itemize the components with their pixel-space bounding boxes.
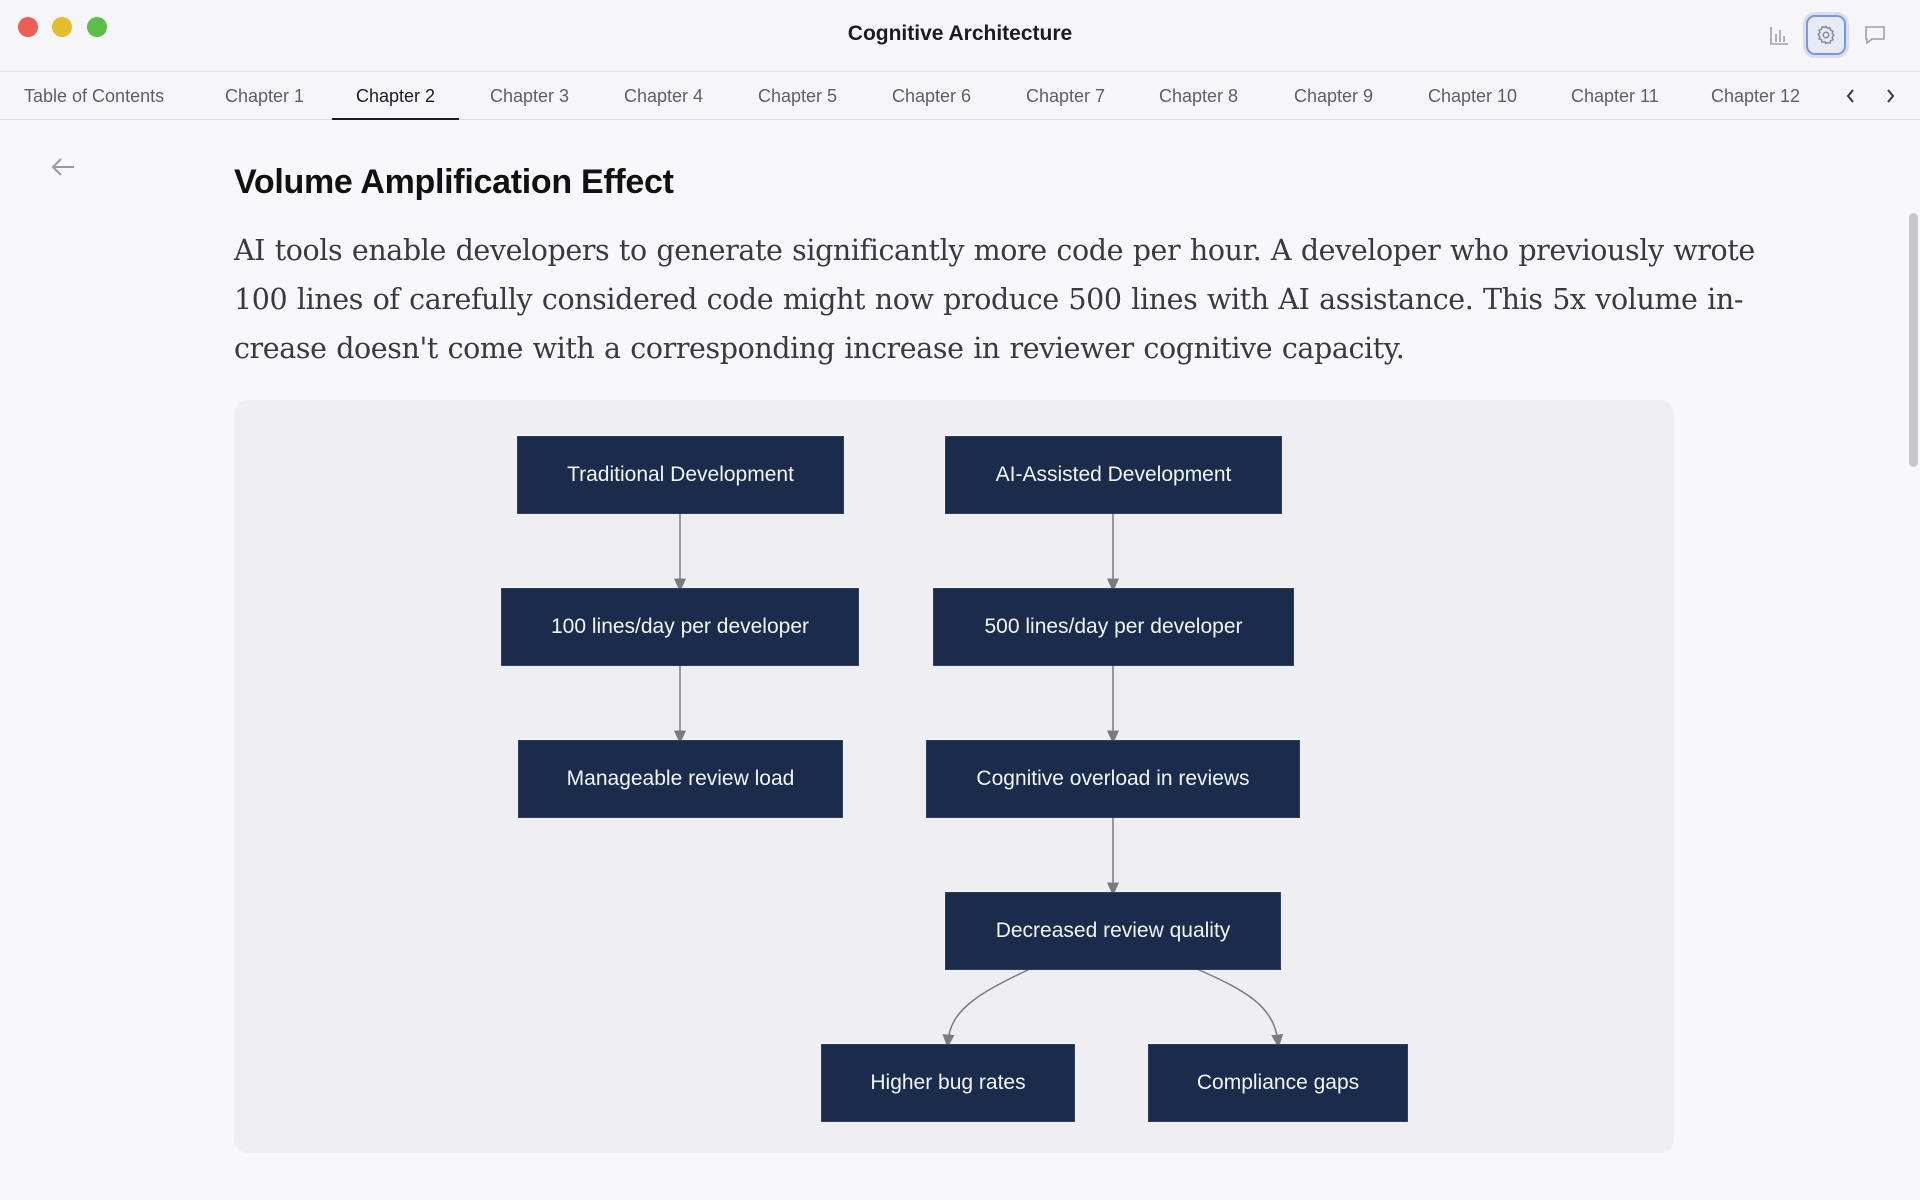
- edge-quality-to-compliance: [1197, 969, 1278, 1042]
- tab-chapter-12[interactable]: Chapter 12: [1711, 85, 1801, 106]
- tab-chapter-6[interactable]: Chapter 6: [892, 85, 972, 106]
- tab-chapter-10[interactable]: Chapter 10: [1428, 85, 1518, 106]
- body-paragraph: [234, 226, 1755, 373]
- node-ai-assisted-development: AI-Assisted Development: [945, 436, 1282, 514]
- tab-chapter-11[interactable]: Chapter 11: [1571, 85, 1659, 106]
- node-cognitive-overload: Cognitive overload in reviews: [926, 740, 1300, 818]
- body-line: crease doesn't come with a corresponding increase in reviewer cognitive capacity.: [234, 332, 1405, 365]
- node-100-lines: 100 lines/day per developer: [501, 588, 859, 666]
- gear-icon[interactable]: [1806, 15, 1846, 55]
- node-500-lines: 500 lines/day per developer: [933, 588, 1294, 666]
- node-decreased-review-quality: Decreased review quality: [945, 892, 1281, 970]
- tab-chapter-5[interactable]: Chapter 5: [758, 85, 838, 106]
- tab-chapter-9[interactable]: Chapter 9: [1294, 85, 1374, 106]
- node-traditional-development: Traditional Development: [517, 436, 844, 514]
- window-title: Cognitive Architecture: [847, 22, 1073, 45]
- tab-chapter-4[interactable]: Chapter 4: [624, 85, 704, 106]
- tab-chapter-7[interactable]: Chapter 7: [1026, 85, 1106, 106]
- bar-chart-icon[interactable]: [1762, 18, 1796, 52]
- section-heading: Volume Amplification Effect: [234, 163, 674, 201]
- body-line: AI tools enable developers to generate significantly more code per hour. A developer who previously wrote: [234, 234, 1755, 267]
- tab-chapter-1[interactable]: Chapter 1: [225, 85, 305, 106]
- tab-chapter-2[interactable]: Chapter 2: [356, 72, 435, 120]
- node-higher-bug-rates: Higher bug rates: [821, 1044, 1075, 1122]
- vertical-scrollbar[interactable]: [1909, 213, 1918, 467]
- tabs-scroll-right-icon[interactable]: [1878, 84, 1902, 108]
- body-line: 100 lines of carefully considered code might now produce 500 lines with AI assistance. This 5x volume in-: [234, 283, 1744, 316]
- flow-diagram: [234, 400, 1674, 1153]
- tab-table-of-contents[interactable]: Table of Contents: [24, 85, 165, 106]
- node-manageable-review-load: Manageable review load: [518, 740, 843, 818]
- tabs-scroll-left-icon[interactable]: [1839, 84, 1863, 108]
- tab-chapter-3[interactable]: Chapter 3: [490, 85, 570, 106]
- chapter-tab-bar: [0, 71, 1920, 120]
- tab-chapter-8[interactable]: Chapter 8: [1159, 85, 1239, 106]
- node-compliance-gaps: Compliance gaps: [1148, 1044, 1408, 1122]
- edge-quality-to-bugs: [948, 969, 1030, 1042]
- title-bar: [0, 0, 1920, 71]
- comment-icon[interactable]: [1858, 18, 1892, 52]
- back-arrow-icon[interactable]: [48, 152, 78, 182]
